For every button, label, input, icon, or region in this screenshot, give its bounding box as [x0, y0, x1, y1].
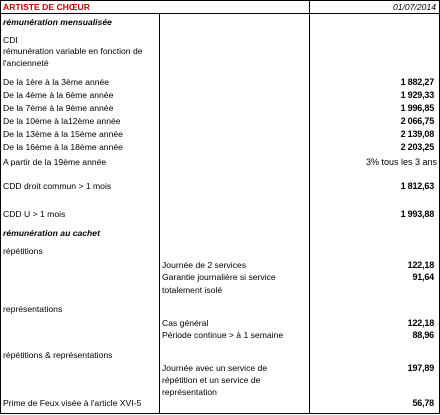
sheet-title: ARTISTE DE CHŒUR [3, 2, 90, 12]
cdi-label: CDI [3, 35, 18, 45]
rep-and-rep-desc: Journée avec un service de [162, 363, 268, 373]
repr-desc: Cas général [162, 318, 209, 328]
seniority-value: 2 066,75 [400, 116, 434, 126]
border-bottom [0, 413, 440, 414]
seniority-value: 1 996,85 [400, 103, 434, 113]
rep-value: 91,64 [412, 272, 434, 282]
rep-desc: totalement isolé [162, 285, 223, 295]
representations-label: représentations [3, 304, 63, 314]
sheet-date: 01/07/2014 [392, 2, 436, 12]
from19-value: 3% tous les 3 ans [365, 157, 437, 167]
seniority-label: De la 16ème à la 18ème année [3, 142, 123, 152]
cdd-u-label: CDD U > 1 mois [3, 209, 66, 219]
seniority-value: 1 882,27 [400, 77, 434, 87]
rep-value: 122,18 [407, 260, 434, 270]
seniority-label: De la 7ème à la 9ème année [3, 103, 114, 113]
repr-value: 122,18 [407, 318, 434, 328]
seniority-value: 2 203,25 [400, 142, 434, 152]
rep-and-rep-value: 197,89 [407, 363, 434, 373]
col-divider-1 [159, 14, 160, 413]
cdd-common-label: CDD droit commun > 1 mois [3, 181, 112, 191]
rep-and-rep-desc: répétition et un service de [162, 375, 261, 385]
rep-and-rep-label: répétitions & représentations [3, 350, 113, 360]
prime-label: Prime de Feux visée à l'article XVI-5 [3, 398, 142, 408]
rep-and-rep-desc: représentation [162, 387, 217, 397]
rep-desc: Garantie journalière si service [162, 272, 276, 282]
seniority-value: 2 139,08 [400, 129, 434, 139]
header-divider [0, 13, 440, 14]
cdd-u-value: 1 993,88 [400, 209, 434, 219]
seniority-value: 1 929,33 [400, 90, 434, 100]
border-top [0, 0, 440, 1]
seniority-label: De la 4ème à la 6ème année [3, 90, 114, 100]
prime-value: 56,78 [412, 398, 434, 408]
rep-desc: Journée de 2 services [162, 260, 247, 270]
variable-note-line-2: l'ancienneté [3, 58, 49, 68]
variable-note-line-1: rémunération variable en fonction de [3, 46, 143, 56]
seniority-label: De la 1ère à la 3ème année [3, 77, 110, 87]
cdd-common-value: 1 812,63 [400, 181, 434, 191]
section-cachet: rémunération au cachet [3, 228, 100, 238]
from19-label: A partir de la 19ème année [3, 157, 107, 167]
repr-value: 88,96 [412, 330, 434, 340]
seniority-label: De la 10ème à la12ème année [3, 116, 121, 126]
seniority-label: De la 13ème à la 15ème année [3, 129, 123, 139]
col-divider-2 [309, 0, 310, 414]
repr-desc: Période continue > à 1 semaine [162, 330, 284, 340]
section-monthly: rémunération mensualisée [3, 17, 112, 27]
border-left [0, 0, 1, 414]
repetitions-label: répétitions [3, 246, 43, 256]
